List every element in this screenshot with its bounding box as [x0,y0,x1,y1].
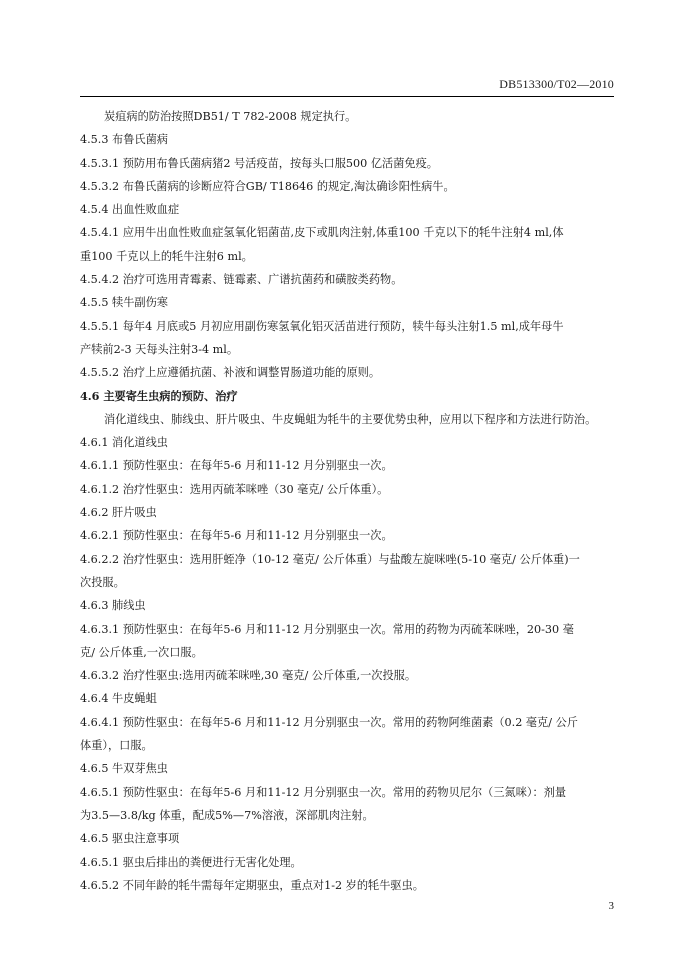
text-line: 4.6.5.1 预防性驱虫：在每年5-6 月和11-12 月分别驱虫一次。常用的药物贝尼尔（三氮咪）：剂量 [80,785,567,799]
section-heading: 4.5.5 犊牛副伤寒 [80,296,168,310]
text-line: 4.6.1.1 预防性驱虫：在每年5-6 月和11-12 月分别驱虫一次。 [80,459,393,473]
section-heading: 4.6.5 驱虫注意事项 [80,832,180,846]
text-line: 克/ 公斤体重,一次口服。 [80,645,203,659]
document-body [80,105,620,897]
text-line: 重100 千克以上的牦牛注射6 ml。 [80,249,253,263]
text-line: 4.6.2.1 预防性驱虫：在每年5-6 月和11-12 月分别驱虫一次。 [80,529,393,543]
text-line: 4.6.5.1 驱虫后排出的粪便进行无害化处理。 [80,855,302,869]
text-line: 4.5.3.1 预防用布鲁氏菌病猪2 号活疫苗，按每头口服500 亿活菌免疫。 [80,156,438,170]
section-heading: 4.6.4 牛皮蝇蛆 [80,692,157,706]
text-line: 4.5.3.2 布鲁氏菌病的诊断应符合GB/ T18646 的规定,淘汰确诊阳性病牛。 [80,179,455,193]
section-heading: 4.6.3 肺线虫 [80,599,146,613]
text-line: 次投服。 [80,575,125,589]
section-heading: 4.6.1 消化道线虫 [80,436,168,450]
text-line: 4.6.3.2 治疗性驱虫:选用丙硫苯咪唑,30 毫克/ 公斤体重,一次投服。 [80,669,417,683]
section-heading: 4.5.3 布鲁氏菌病 [80,133,168,147]
page-number: 3 [608,900,614,912]
section-heading: 4.6.2 肝片吸虫 [80,506,157,520]
chapter-heading: 4.6 主要寄生虫病的预防、治疗 [80,388,238,403]
text-line: 4.6.4.1 预防性驱虫：在每年5-6 月和11-12 月分别驱虫一次。常用的药物阿维菌素（0.2 毫克/ 公斤 [80,715,578,729]
text-line: 产犊前2-3 天每头注射3-4 ml。 [80,342,239,356]
text-line: 炭疽病的防治按照DB51/ T 782-2008 规定执行。 [104,110,357,123]
text-line: 4.6.3.1 预防性驱虫：在每年5-6 月和11-12 月分别驱虫一次。常用的药物为丙硫苯咪唑，20-30 毫 [80,622,574,636]
text-line: 4.5.5.2 治疗上应遵循抗菌、补液和调整胃肠道功能的原则。 [80,366,381,380]
document-id-header: DB513300/T02—2010 [499,77,614,91]
section-heading: 4.5.4 出血性败血症 [80,203,180,217]
text-line: 4.5.4.1 应用牛出血性败血症氢氧化铝菌苗,皮下或肌肉注射,体重100 千克以下的牦牛注射4 ml,体 [80,226,564,240]
text-line: 体重），口服。 [80,739,153,753]
header-rule [80,96,614,97]
text-line: 4.6.5.2 不同年龄的牦牛需每年定期驱虫，重点对1-2 岁的牦牛驱虫。 [80,878,424,892]
text-line: 为3.5—3.8/kg 体重，配成5%—7%溶液，深部肌肉注射。 [80,808,374,822]
text-line: 消化道线虫、肺线虫、肝片吸虫、牛皮蝇蛆为牦牛的主要优势虫种，应用以下程序和方法进行防治。 [104,412,597,426]
text-line: 4.6.2.2 治疗性驱虫：选用肝蛭净（10-12 毫克/ 公斤体重）与盐酸左旋咪唑(5-10 毫克/ 公斤体重)一 [80,552,580,566]
text-line: 4.5.4.2 治疗可选用青霉素、链霉素、广谱抗菌药和磺胺类药物。 [80,273,403,287]
text-line: 4.6.1.2 治疗性驱虫：选用丙硫苯咪唑（30 毫克/ 公斤体重）。 [80,482,389,496]
text-line: 4.5.5.1 每年4 月底或5 月初应用副伤寒氢氧化铝灭活苗进行预防，犊牛每头注射1.5 ml,成年母牛 [80,319,564,333]
section-heading: 4.6.5 牛双芽焦虫 [80,762,168,776]
